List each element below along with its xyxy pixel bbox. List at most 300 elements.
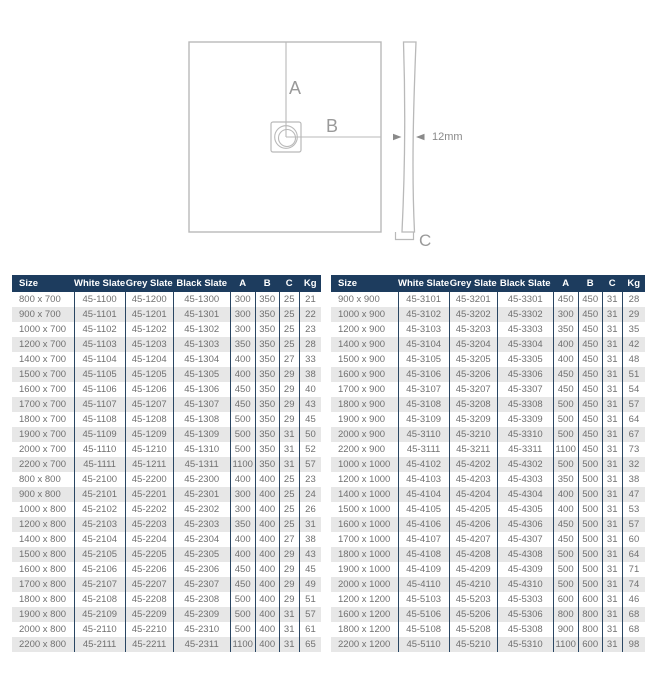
table-row	[12, 427, 321, 442]
value-cell: 600	[578, 637, 602, 652]
value-cell: 27	[279, 352, 299, 367]
value-cell: 31	[602, 607, 622, 622]
value-cell: 45-5110	[398, 637, 449, 652]
value-cell: 500	[578, 472, 602, 487]
value-cell: 500	[553, 562, 578, 577]
value-cell: 57	[622, 397, 645, 412]
value-cell: 400	[255, 472, 279, 487]
value-cell: 21	[299, 292, 321, 307]
size-cell: 1800 x 1200	[331, 622, 398, 637]
value-cell: 51	[299, 592, 321, 607]
value-cell: 350	[230, 517, 255, 532]
spec-table	[12, 275, 321, 652]
value-cell: 45-4209	[449, 562, 497, 577]
value-cell: 45-4109	[398, 562, 449, 577]
size-cell: 1500 x 800	[12, 547, 74, 562]
value-cell: 45-4203	[449, 472, 497, 487]
value-cell: 50	[299, 427, 321, 442]
arrow-left-icon	[416, 134, 425, 140]
value-cell: 350	[255, 367, 279, 382]
value-cell: 45-1101	[74, 307, 125, 322]
value-cell: 68	[622, 622, 645, 637]
value-cell: 45-4305	[497, 502, 553, 517]
value-cell: 45-2205	[125, 547, 173, 562]
value-cell: 45-4210	[449, 577, 497, 592]
value-cell: 45-3108	[398, 397, 449, 412]
table-row	[331, 352, 645, 367]
value-cell: 45-2308	[173, 592, 230, 607]
value-cell: 28	[622, 292, 645, 307]
value-cell: 45-5303	[497, 592, 553, 607]
value-cell: 500	[553, 397, 578, 412]
value-cell: 300	[230, 502, 255, 517]
value-cell: 22	[299, 307, 321, 322]
column-header-kg: Kg	[622, 275, 645, 292]
spec-table-right	[331, 275, 645, 652]
value-cell: 45-4202	[449, 457, 497, 472]
value-cell: 45-2204	[125, 532, 173, 547]
value-cell: 25	[279, 307, 299, 322]
value-cell: 31	[602, 352, 622, 367]
size-cell: 2200 x 1200	[331, 637, 398, 652]
value-cell: 45-2307	[173, 577, 230, 592]
size-cell: 1200 x 1200	[331, 592, 398, 607]
size-cell: 2000 x 800	[12, 622, 74, 637]
table-row	[12, 397, 321, 412]
value-cell: 68	[622, 607, 645, 622]
table-row	[331, 367, 645, 382]
column-header-kg: Kg	[299, 275, 321, 292]
column-header-black-slate: Black Slate	[173, 275, 230, 292]
table-row	[12, 337, 321, 352]
value-cell: 45-3303	[497, 322, 553, 337]
value-cell: 45-2111	[74, 637, 125, 652]
value-cell: 350	[255, 427, 279, 442]
column-header-c: C	[279, 275, 299, 292]
value-cell: 45-1106	[74, 382, 125, 397]
value-cell: 45-1100	[74, 292, 125, 307]
header-row	[12, 275, 321, 292]
value-cell: 23	[299, 322, 321, 337]
value-cell: 45-2202	[125, 502, 173, 517]
size-cell: 2000 x 1000	[331, 577, 398, 592]
value-cell: 23	[299, 472, 321, 487]
size-cell: 1500 x 900	[331, 352, 398, 367]
table-row	[12, 382, 321, 397]
value-cell: 29	[279, 577, 299, 592]
value-cell: 31	[299, 517, 321, 532]
value-cell: 45-3105	[398, 352, 449, 367]
value-cell: 31	[602, 532, 622, 547]
value-cell: 400	[255, 562, 279, 577]
value-cell: 45-2301	[173, 487, 230, 502]
table-row	[331, 487, 645, 502]
value-cell: 45	[299, 412, 321, 427]
size-cell: 900 x 800	[12, 487, 74, 502]
size-cell: 1000 x 1000	[331, 457, 398, 472]
value-cell: 31	[602, 622, 622, 637]
size-cell: 1000 x 800	[12, 502, 74, 517]
size-cell: 1800 x 900	[331, 397, 398, 412]
value-cell: 45-3109	[398, 412, 449, 427]
table-row	[331, 562, 645, 577]
value-cell: 800	[578, 622, 602, 637]
value-cell: 45-2108	[74, 592, 125, 607]
column-header-c: C	[602, 275, 622, 292]
value-cell: 31	[279, 637, 299, 652]
value-cell: 45-1207	[125, 397, 173, 412]
value-cell: 29	[279, 562, 299, 577]
value-cell: 64	[622, 547, 645, 562]
value-cell: 45-3202	[449, 307, 497, 322]
table-row	[12, 562, 321, 577]
value-cell: 400	[553, 352, 578, 367]
column-header-grey-slate: Grey Slate	[125, 275, 173, 292]
value-cell: 45-3111	[398, 442, 449, 457]
value-cell: 450	[578, 412, 602, 427]
value-cell: 29	[622, 307, 645, 322]
value-cell: 45-1202	[125, 322, 173, 337]
table-row	[331, 412, 645, 427]
size-cell: 1800 x 800	[12, 592, 74, 607]
value-cell: 45-3301	[497, 292, 553, 307]
value-cell: 400	[255, 547, 279, 562]
value-cell: 43	[299, 547, 321, 562]
value-cell: 45-1305	[173, 367, 230, 382]
value-cell: 400	[553, 487, 578, 502]
value-cell: 45-3103	[398, 322, 449, 337]
value-cell: 45-3106	[398, 367, 449, 382]
value-cell: 45-1201	[125, 307, 173, 322]
value-cell: 45-1209	[125, 427, 173, 442]
value-cell: 31	[602, 382, 622, 397]
value-cell: 350	[255, 322, 279, 337]
value-cell: 500	[553, 547, 578, 562]
label-b: B	[326, 116, 339, 136]
column-header-grey-slate: Grey Slate	[449, 275, 497, 292]
table-row	[12, 457, 321, 472]
value-cell: 450	[230, 382, 255, 397]
value-cell: 29	[279, 397, 299, 412]
value-cell: 45-1308	[173, 412, 230, 427]
table-row	[331, 307, 645, 322]
size-cell: 1500 x 1000	[331, 502, 398, 517]
value-cell: 45-1302	[173, 322, 230, 337]
size-cell: 2200 x 900	[331, 442, 398, 457]
table-row	[12, 532, 321, 547]
value-cell: 45-4110	[398, 577, 449, 592]
value-cell: 42	[622, 337, 645, 352]
size-cell: 1900 x 900	[331, 412, 398, 427]
table-row	[12, 442, 321, 457]
value-cell: 45-2110	[74, 622, 125, 637]
value-cell: 45-1103	[74, 337, 125, 352]
size-cell: 800 x 700	[12, 292, 74, 307]
value-cell: 350	[255, 397, 279, 412]
table-row	[331, 427, 645, 442]
value-cell: 46	[622, 592, 645, 607]
value-cell: 32	[622, 457, 645, 472]
value-cell: 45-3206	[449, 367, 497, 382]
value-cell: 45-4102	[398, 457, 449, 472]
value-cell: 45-1109	[74, 427, 125, 442]
value-cell: 450	[578, 337, 602, 352]
value-cell: 350	[553, 322, 578, 337]
value-cell: 350	[255, 307, 279, 322]
size-cell: 800 x 800	[12, 472, 74, 487]
value-cell: 71	[622, 562, 645, 577]
value-cell: 45-4205	[449, 502, 497, 517]
value-cell: 25	[279, 472, 299, 487]
column-header-a: A	[553, 275, 578, 292]
size-cell: 1700 x 900	[331, 382, 398, 397]
value-cell: 31	[279, 442, 299, 457]
table-row	[331, 472, 645, 487]
value-cell: 45-5306	[497, 607, 553, 622]
value-cell: 450	[553, 367, 578, 382]
value-cell: 45-1304	[173, 352, 230, 367]
value-cell: 45-5106	[398, 607, 449, 622]
thickness-label: 12mm	[432, 131, 463, 143]
value-cell: 48	[622, 352, 645, 367]
size-cell: 1800 x 1000	[331, 547, 398, 562]
value-cell: 45-2103	[74, 517, 125, 532]
value-cell: 300	[230, 292, 255, 307]
value-cell: 60	[622, 532, 645, 547]
value-cell: 45-1306	[173, 382, 230, 397]
value-cell: 450	[578, 352, 602, 367]
value-cell: 45-2207	[125, 577, 173, 592]
value-cell: 45-3209	[449, 412, 497, 427]
value-cell: 450	[578, 397, 602, 412]
value-cell: 45-1303	[173, 337, 230, 352]
spec-table	[331, 275, 645, 652]
value-cell: 400	[255, 622, 279, 637]
value-cell: 61	[299, 622, 321, 637]
value-cell: 29	[279, 367, 299, 382]
size-cell: 2000 x 700	[12, 442, 74, 457]
value-cell: 45-5108	[398, 622, 449, 637]
value-cell: 28	[299, 337, 321, 352]
table-row	[331, 382, 645, 397]
table-row	[331, 577, 645, 592]
size-cell: 1900 x 800	[12, 607, 74, 622]
value-cell: 45-1105	[74, 367, 125, 382]
value-cell: 45-2306	[173, 562, 230, 577]
table-row	[12, 292, 321, 307]
value-cell: 500	[553, 412, 578, 427]
value-cell: 31	[602, 577, 622, 592]
value-cell: 350	[553, 472, 578, 487]
column-header-black-slate: Black Slate	[497, 275, 553, 292]
value-cell: 45-4108	[398, 547, 449, 562]
column-header-white-slate: White Slate	[398, 275, 449, 292]
value-cell: 400	[230, 532, 255, 547]
value-cell: 45-3306	[497, 367, 553, 382]
value-cell: 400	[255, 637, 279, 652]
value-cell: 45-5208	[449, 622, 497, 637]
value-cell: 500	[230, 622, 255, 637]
value-cell: 25	[279, 292, 299, 307]
table-row	[331, 622, 645, 637]
value-cell: 31	[602, 457, 622, 472]
value-cell: 1100	[553, 637, 578, 652]
value-cell: 74	[622, 577, 645, 592]
value-cell: 53	[622, 502, 645, 517]
value-cell: 350	[255, 292, 279, 307]
size-cell: 1600 x 800	[12, 562, 74, 577]
c-bracket	[396, 232, 414, 240]
value-cell: 45-2310	[173, 622, 230, 637]
value-cell: 450	[578, 442, 602, 457]
value-cell: 400	[230, 367, 255, 382]
value-cell: 45-3104	[398, 337, 449, 352]
value-cell: 27	[279, 532, 299, 547]
size-cell: 1200 x 700	[12, 337, 74, 352]
value-cell: 450	[578, 322, 602, 337]
table-row	[331, 322, 645, 337]
value-cell: 400	[230, 352, 255, 367]
table-row	[331, 547, 645, 562]
value-cell: 73	[622, 442, 645, 457]
value-cell: 51	[622, 367, 645, 382]
value-cell: 45-1307	[173, 397, 230, 412]
size-cell: 900 x 700	[12, 307, 74, 322]
value-cell: 31	[602, 547, 622, 562]
column-header-white-slate: White Slate	[74, 275, 125, 292]
value-cell: 500	[230, 607, 255, 622]
size-cell: 1000 x 900	[331, 307, 398, 322]
value-cell: 45-5308	[497, 622, 553, 637]
value-cell: 450	[553, 382, 578, 397]
value-cell: 45-4310	[497, 577, 553, 592]
size-cell: 1200 x 900	[331, 322, 398, 337]
value-cell: 45-3310	[497, 427, 553, 442]
table-row	[331, 337, 645, 352]
value-cell: 900	[553, 622, 578, 637]
value-cell: 45-2203	[125, 517, 173, 532]
value-cell: 450	[553, 517, 578, 532]
table-row	[12, 472, 321, 487]
header-row	[331, 275, 645, 292]
size-cell: 1400 x 1000	[331, 487, 398, 502]
value-cell: 45-4207	[449, 532, 497, 547]
value-cell: 300	[230, 487, 255, 502]
value-cell: 45-3305	[497, 352, 553, 367]
value-cell: 45-3211	[449, 442, 497, 457]
table-row	[331, 442, 645, 457]
size-cell: 1700 x 700	[12, 397, 74, 412]
value-cell: 25	[279, 322, 299, 337]
value-cell: 350	[255, 412, 279, 427]
value-cell: 57	[299, 457, 321, 472]
table-row	[12, 637, 321, 652]
value-cell: 25	[279, 502, 299, 517]
value-cell: 31	[602, 472, 622, 487]
value-cell: 45-1310	[173, 442, 230, 457]
value-cell: 38	[622, 472, 645, 487]
value-cell: 45-1203	[125, 337, 173, 352]
value-cell: 31	[602, 367, 622, 382]
value-cell: 45-2201	[125, 487, 173, 502]
value-cell: 350	[230, 337, 255, 352]
value-cell: 45-4105	[398, 502, 449, 517]
value-cell: 45-5310	[497, 637, 553, 652]
size-cell: 1600 x 700	[12, 382, 74, 397]
table-row	[12, 367, 321, 382]
value-cell: 45-3207	[449, 382, 497, 397]
size-cell: 2000 x 900	[331, 427, 398, 442]
value-cell: 45-2105	[74, 547, 125, 562]
value-cell: 350	[255, 337, 279, 352]
value-cell: 31	[602, 487, 622, 502]
value-cell: 45-3210	[449, 427, 497, 442]
value-cell: 45-2106	[74, 562, 125, 577]
value-cell: 31	[279, 622, 299, 637]
value-cell: 52	[299, 442, 321, 457]
table-row	[12, 502, 321, 517]
value-cell: 45-2309	[173, 607, 230, 622]
table-row	[12, 352, 321, 367]
value-cell: 31	[602, 337, 622, 352]
value-cell: 400	[255, 487, 279, 502]
value-cell: 31	[602, 307, 622, 322]
value-cell: 45-1110	[74, 442, 125, 457]
value-cell: 25	[279, 487, 299, 502]
value-cell: 31	[602, 592, 622, 607]
value-cell: 400	[255, 517, 279, 532]
size-cell: 1600 x 900	[331, 367, 398, 382]
column-header-size: Size	[331, 275, 398, 292]
value-cell: 45-3201	[449, 292, 497, 307]
value-cell: 31	[602, 397, 622, 412]
value-cell: 31	[279, 457, 299, 472]
table-row	[12, 547, 321, 562]
size-cell: 1900 x 700	[12, 427, 74, 442]
value-cell: 45-4302	[497, 457, 553, 472]
value-cell: 45-1107	[74, 397, 125, 412]
value-cell: 500	[553, 457, 578, 472]
value-cell: 400	[255, 592, 279, 607]
value-cell: 29	[279, 547, 299, 562]
value-cell: 65	[299, 637, 321, 652]
value-cell: 1100	[230, 457, 255, 472]
value-cell: 45-2101	[74, 487, 125, 502]
value-cell: 350	[255, 442, 279, 457]
size-cell: 1200 x 800	[12, 517, 74, 532]
value-cell: 45-2210	[125, 622, 173, 637]
value-cell: 45-2107	[74, 577, 125, 592]
value-cell: 400	[230, 472, 255, 487]
value-cell: 47	[622, 487, 645, 502]
value-cell: 450	[578, 367, 602, 382]
value-cell: 45-1210	[125, 442, 173, 457]
value-cell: 45-2109	[74, 607, 125, 622]
size-cell: 1400 x 900	[331, 337, 398, 352]
value-cell: 350	[255, 382, 279, 397]
value-cell: 45-5210	[449, 637, 497, 652]
value-cell: 45-3203	[449, 322, 497, 337]
value-cell: 400	[230, 547, 255, 562]
value-cell: 45-1206	[125, 382, 173, 397]
spec-table-left	[12, 275, 321, 652]
table-row	[12, 322, 321, 337]
value-cell: 45-2206	[125, 562, 173, 577]
value-cell: 500	[230, 592, 255, 607]
value-cell: 350	[255, 352, 279, 367]
value-cell: 45-5203	[449, 592, 497, 607]
table-row	[331, 607, 645, 622]
